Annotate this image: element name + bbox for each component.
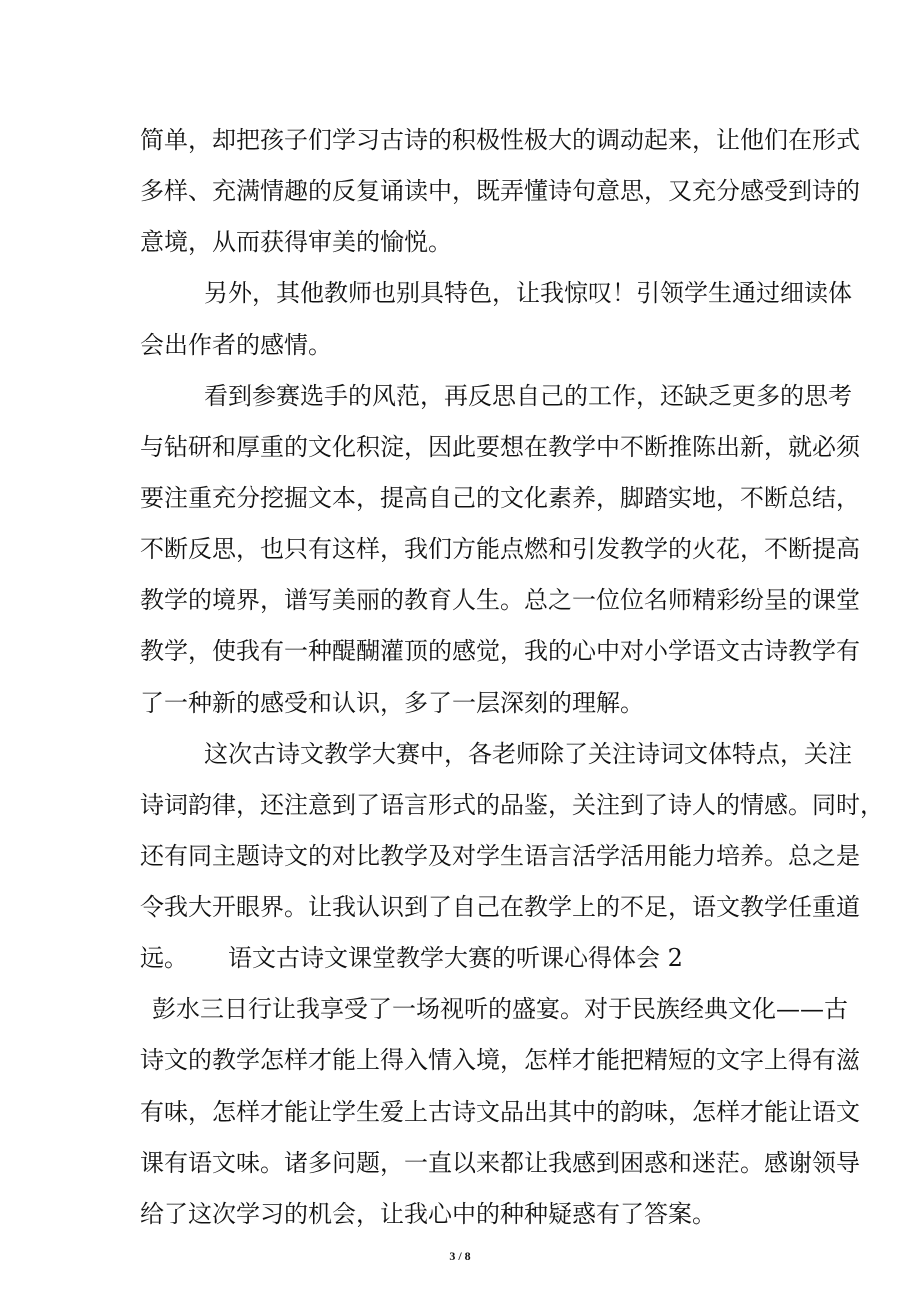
- text-line: 令我大开眼界。让我认识到了自己在教学上的不足，语文教学任重道: [140, 893, 860, 922]
- text-line: 看到参赛选手的风范，再反思自己的工作，还缺乏更多的思考: [204, 381, 852, 410]
- text-line: 诗文的教学怎样才能上得入情入境，怎样才能把精短的文字上得有滋: [140, 1046, 860, 1075]
- text-line: 会出作者的感情。: [140, 330, 332, 359]
- text-line: 这次古诗文教学大赛中，各老师除了关注诗词文体特点，关注: [204, 739, 852, 768]
- text-line: 意境，从而获得审美的愉悦。: [140, 228, 452, 257]
- text-line: [140, 984, 848, 1035]
- text-line: 不断反思，也只有这样，我们方能点燃和引发教学的火花，不断提高: [140, 535, 860, 564]
- text-line: [140, 933, 780, 984]
- text-line: 给了这次学习的机会，让我心中的种种疑惑有了答案。: [140, 1199, 716, 1228]
- text-line: 教学的境界，谱写美丽的教育人生。总之一位位名师精彩纷呈的课堂: [140, 586, 860, 615]
- text-line: 了一种新的感受和认识，多了一层深刻的理解。: [140, 688, 644, 717]
- text-line: 多样、充满情趣的反复诵读中，既弄懂诗句意思，又充分感受到诗的: [140, 177, 860, 206]
- text-line: 另外，其他教师也别具特色，让我惊叹！引领学生通过细读体: [204, 279, 852, 308]
- text-line: 还有同主题诗文的对比教学及对学生语言活学活用能力培养。总之是: [140, 841, 860, 870]
- text-line: 教学，使我有一种醍醐灌顶的感觉，我的心中对小学语文古诗教学有: [140, 637, 860, 666]
- text-line: 简单，却把孩子们学习古诗的积极性极大的调动起来，让他们在形式: [140, 126, 860, 154]
- text-line: 有味，怎样才能让学生爱上古诗文品出其中的韵味，怎样才能让语文: [140, 1097, 860, 1126]
- section-title: 语文古诗文课堂教学大赛的听课心得体会 2: [228, 944, 683, 973]
- page-number: 3 / 8: [449, 1249, 471, 1263]
- text-fragment: 彭水三日行让我享受了一场视听的盛宴。对于民族经典文化——古: [152, 995, 848, 1024]
- text-line: 诗词韵律，还注意到了语言形式的品鉴，关注到了诗人的情感。同时，: [140, 790, 884, 819]
- text-line: 要注重充分挖掘文本，提高自己的文化素养，脚踏实地，不断总结，: [140, 483, 860, 512]
- text-line: 课有语文味。诸多问题，一直以来都让我感到困惑和迷茫。感谢领导: [140, 1148, 860, 1177]
- text-fragment: 远。: [140, 944, 188, 973]
- text-line: 与钻研和厚重的文化积淀，因此要想在教学中不断推陈出新，就必须: [140, 432, 860, 461]
